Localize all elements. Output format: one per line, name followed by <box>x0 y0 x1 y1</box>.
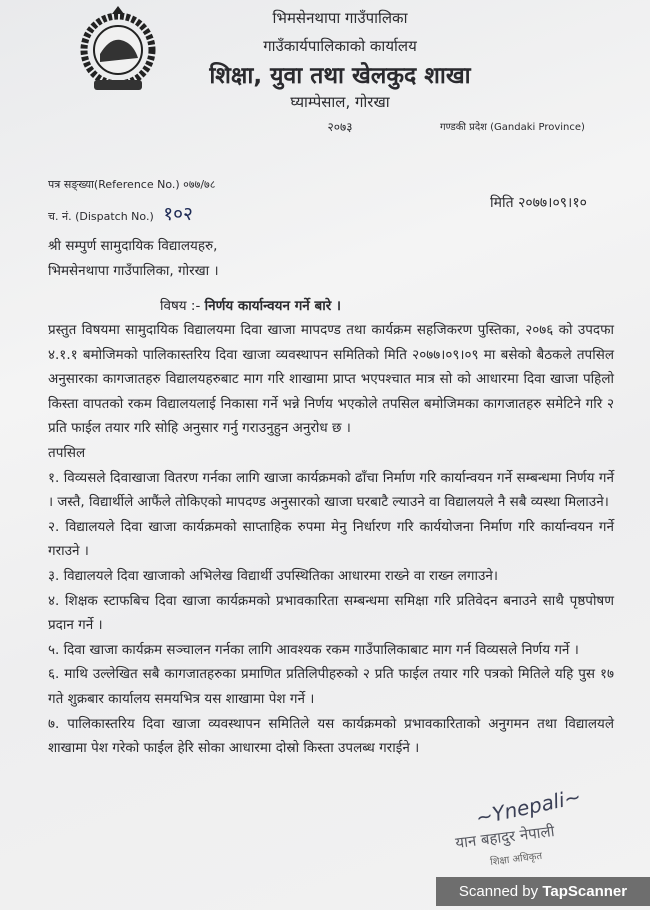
recipient-line: भिमसेनथापा गाउँपालिका, गोरखा । <box>48 263 219 279</box>
intro-paragraph: प्रस्तुत विषयमा सामुदायिक विद्यालयमा दिवा खाजा मापदण्ड तथा कार्यक्रम सहजिकरण पुस्तिका, २०७६ को उपदफा ४.१.१ बमोजिमको पालिकास्तरिय दिवा खाजा व्यवस्थापन समितिको मिति २०७७।०९।०९ मा बसेको बैठकले तपसिल अनुसारका कागजातहरु विद्यालयहरुबाट माग गरि शाखामा प्राप्त भएपश्चात मात्र सो को आधारमा दिवा खाजा पहिलो किस्ता वापतको रकम विद्यालयलाई निकासा गर्ने भन्ने निर्णय भएकोले तपसिल बमोजिमका कागजातहरु समेटिने गरि २ प्रति फाईल तयार गरि सोहि अनुसार गर्नु गराउनुहुन अनुरोध छ । <box>48 322 614 437</box>
letterhead-municipality: भिमसेनथापा गाउँपालिका <box>272 9 408 27</box>
recipient-line: श्री सम्पुर्ण सामुदायिक विद्यालयहरु, <box>48 238 218 254</box>
dispatch-value: १०२ <box>163 203 193 225</box>
signature-block <box>454 784 595 875</box>
signatory-name: यान बहादुर नेपाली <box>454 821 556 853</box>
list-item: ६. माथि उल्लेखित सबै कागजातहरुका प्रमाणित प्रतिलिपीहरुको २ प्रति फाईल तयार गरि पत्रको मितिले यहि पुस १७ गते शुक्रबार कार्यालय समयभित्र यस शाखामा पेश गर्ने । <box>48 666 614 707</box>
list-item: ४. शिक्षक स्टाफबिच दिवा खाजा कार्यक्रमको प्रभावकारिता सम्बन्धमा समिक्षा गरि प्रतिवेदन बनाउने साथै पृष्ठपोषण प्रदान गर्ने । <box>48 592 614 634</box>
letter-date <box>490 193 587 212</box>
subject-text: निर्णय कार्यान्वयन गर्ने बारे । <box>204 298 342 314</box>
letterhead-address: घ्याम्पेसाल, गोरखा <box>290 93 390 111</box>
list-item: २. विद्यालयले दिवा खाजा कार्यक्रमको साप्ताहिक रुपमा मेनु निर्धारण गरि कार्ययोजना निर्माण गरि कार्यान्वयन गर्ने गराउने । <box>48 518 614 560</box>
letterhead-office: गाउँकार्यपालिकाको कार्यालय <box>263 37 417 55</box>
reference-number <box>48 177 215 192</box>
date-value: २०७७।०९।१० <box>518 195 587 211</box>
tapsil-heading: तपसिल <box>48 444 86 461</box>
nepal-government-emblem <box>78 6 158 98</box>
signatory-title: शिक्षा अधिकृत <box>489 850 543 869</box>
letter-body <box>48 318 614 761</box>
reference-value: ०७७/७८ <box>183 178 216 191</box>
dispatch-label: च. नं. (Dispatch No.) <box>48 210 154 223</box>
list-item: १. विव्यसले दिवाखाजा वितरण गर्नका लागि खाजा कार्यक्रमको ढाँचा निर्माण गरि कार्यान्वयन गर्ने सम्बन्धमा निर्णय गर्ने । जस्तै, विद्यार्थीले आफैंले तोकिएको मापदण्ड अनुसारको खाजा घरबाटै ल्याउने वा विद्यालयले नै सबै व्यस्था मिलाउने। <box>48 469 614 511</box>
signature-scrawl: ~Ynepali~ <box>473 784 584 830</box>
subject-label: विषय :- <box>160 298 201 314</box>
letterhead-section: शिक्षा, युवा तथा खेलकुद शाखा <box>209 63 471 89</box>
list-item: ७. पालिकास्तरिय दिवा खाजा व्यवस्थापन समितिले यस कार्यक्रमको प्रभावकारिताको अनुगमन तथा विद्यालयले शाखामा पेश गरेको फाईल हेरि सोका आधारमा दोस्रो किस्ता उपलब्ध गराईने । <box>48 715 614 757</box>
scanner-watermark <box>436 877 650 906</box>
list-item: ३. विद्यालयले दिवा खाजाको अभिलेख विद्यार्थी उपस्थितिका आधारमा राख्ने वा राख्न लगाउने। <box>48 567 499 584</box>
list-item: ५. दिवा खाजा कार्यक्रम सञ्चालन गर्नका लागि आवश्यक रकम गाउँपालिकाबाट माग गर्न विव्यसले निर्णय गर्ने । <box>48 641 579 658</box>
watermark-brand: TapScanner <box>542 883 628 900</box>
watermark-prefix: Scanned by <box>458 883 539 900</box>
reference-label: पत्र सङ्ख्या(Reference No.) <box>48 178 180 191</box>
dispatch-number <box>48 200 193 226</box>
subject-line <box>160 296 341 314</box>
date-label: मिति <box>490 195 514 211</box>
letterhead-year: २०७३ <box>327 120 353 134</box>
letterhead-province: गण्डकी प्रदेश (Gandaki Province) <box>440 122 585 133</box>
